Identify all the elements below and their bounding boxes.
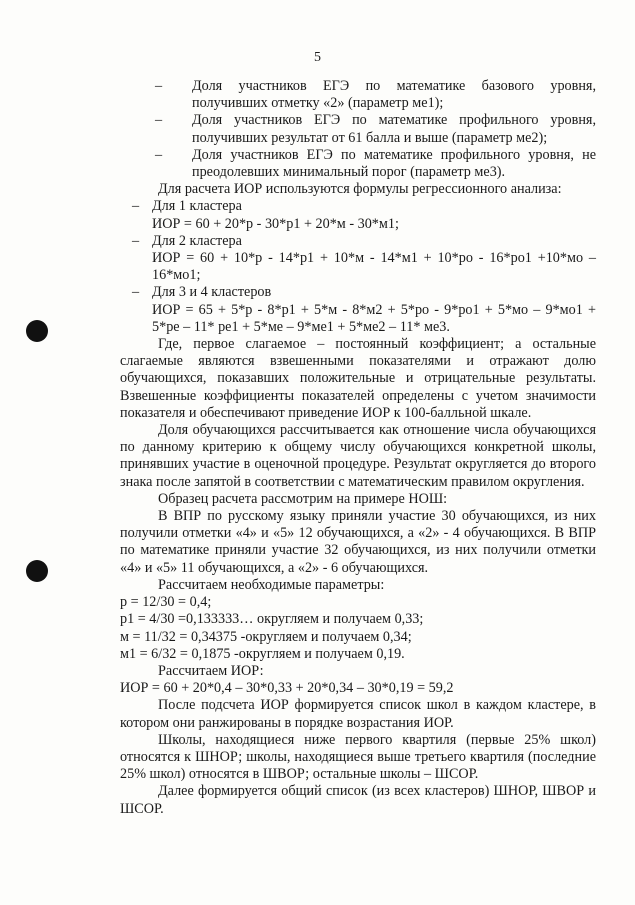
paragraph-after: После подсчета ИОР формируется список школ в каждом кластере, в котором они ранжированы в порядке возрастания ИОР. xyxy=(120,697,596,731)
bullet-item: – Доля участников ЕГЭ по математике профильного уровня, получивших результат от 61 балла и выше (параметр ме2); xyxy=(155,112,596,146)
cluster-label: – Для 2 кластера xyxy=(132,232,242,249)
bullet-item: – Доля участников ЕГЭ по математике профильного уровня, не преодолевших минимальный порог (параметр ме3). xyxy=(155,146,596,181)
paragraph-example: В ВПР по русскому языку приняли участие 30 обучающихся, из них получили отметки «4» и «5» 12 обучающихся, а «2» - 4 обучающихся. В ВПР по математике приняли участие 32 обучающихся, из них получили отметки «4» и «5» 11 обучающихся, а «2» - 6 обучающихся. xyxy=(120,508,596,576)
page-number: 5 xyxy=(314,50,321,65)
paragraph-share: Доля обучающихся рассчитывается как отношение числа обучающихся по данному критерию к общему числу обучающихся конкретной школы, принявших участие в оценочной процедуре. Результат округляется до второго знака после запятой в соответствии с математическим правилом округления. xyxy=(120,422,596,490)
punch-hole-top xyxy=(26,320,48,342)
cluster-label-text: Для 3 и 4 кластеров xyxy=(152,284,272,301)
cluster-label-text: Для 1 кластера xyxy=(152,198,242,215)
cluster-label: – Для 1 кластера xyxy=(132,198,242,215)
param-line: р1 = 4/30 =0,133333… округляем и получаем 0,33; xyxy=(120,611,424,628)
example-title: Образец расчета рассмотрим на примере НОШ: xyxy=(158,490,448,507)
ior-formula: ИОР = 60 + 20*0,4 – 30*0,33 + 20*0,34 – 30*0,19 = 59,2 xyxy=(120,680,454,697)
cluster-formula: ИОР = 60 + 10*р - 14*р1 + 10*м - 14*м1 + 10*ро - 16*ро1 +10*мо – 16*мо1; xyxy=(152,250,596,284)
ior-title: Рассчитаем ИОР: xyxy=(158,662,264,679)
document-body xyxy=(120,78,596,818)
cluster-label-text: Для 2 кластера xyxy=(152,232,242,249)
bullet-text: Доля участников ЕГЭ по математике профильного уровня, получивших результат от 61 балла и выше (параметр ме2); xyxy=(192,112,596,146)
bullet-text: Доля участников ЕГЭ по математике базового уровня, получивших отметку «2» (параметр ме1); xyxy=(192,78,596,112)
param-line: р = 12/30 = 0,4; xyxy=(120,594,212,611)
paragraph-final: Далее формируется общий список (из всех кластеров) ШНОР, ШВОР и ШСОР. xyxy=(120,783,596,817)
param-line: м = 11/32 = 0,34375 -округляем и получаем 0,34; xyxy=(120,628,412,645)
formulas-intro: Для расчета ИОР используются формулы регрессионного анализа: xyxy=(158,181,562,198)
paragraph-schools: Школы, находящиеся ниже первого квартиля (первые 25% школ) относятся к ШНОР; школы, находящиеся выше третьего квартиля (последние 25% школ) относятся в ШВОР; остальные школы – ШСОР. xyxy=(120,731,596,783)
punch-hole-bottom xyxy=(26,560,48,582)
params-title: Рассчитаем необходимые параметры: xyxy=(158,576,385,593)
cluster-formula: ИОР = 65 + 5*р - 8*р1 + 5*м - 8*м2 + 5*ро - 9*ро1 + 5*мо – 9*мо1 + 5*ре – 11* ре1 + 5*ме – 9*ме1 + 5*ме2 – 11* ме3. xyxy=(152,301,596,335)
bullet-text: Доля участников ЕГЭ по математике профильного уровня, не преодолевших минимальный порог (параметр ме3). xyxy=(192,146,596,181)
paragraph-where: Где, первое слагаемое – постоянный коэффициент; а остальные слагаемые являются взвешенными показателями и отражают долю обучающихся, показавших положительные и отрицательные результаты. Взвешенные коэффициенты показателей определены с учетом значимости показателя и обеспечивают приведение ИОР к 100-балльной шкале. xyxy=(120,336,596,421)
cluster-label: – Для 3 и 4 кластеров xyxy=(132,284,272,301)
param-line: м1 = 6/32 = 0,1875 -округляем и получаем 0,19. xyxy=(120,645,405,662)
cluster-formula: ИОР = 60 + 20*р - 30*р1 + 20*м - 30*м1; xyxy=(152,215,399,232)
bullet-item: – Доля участников ЕГЭ по математике базового уровня, получивших отметку «2» (параметр ме1); xyxy=(155,78,596,112)
